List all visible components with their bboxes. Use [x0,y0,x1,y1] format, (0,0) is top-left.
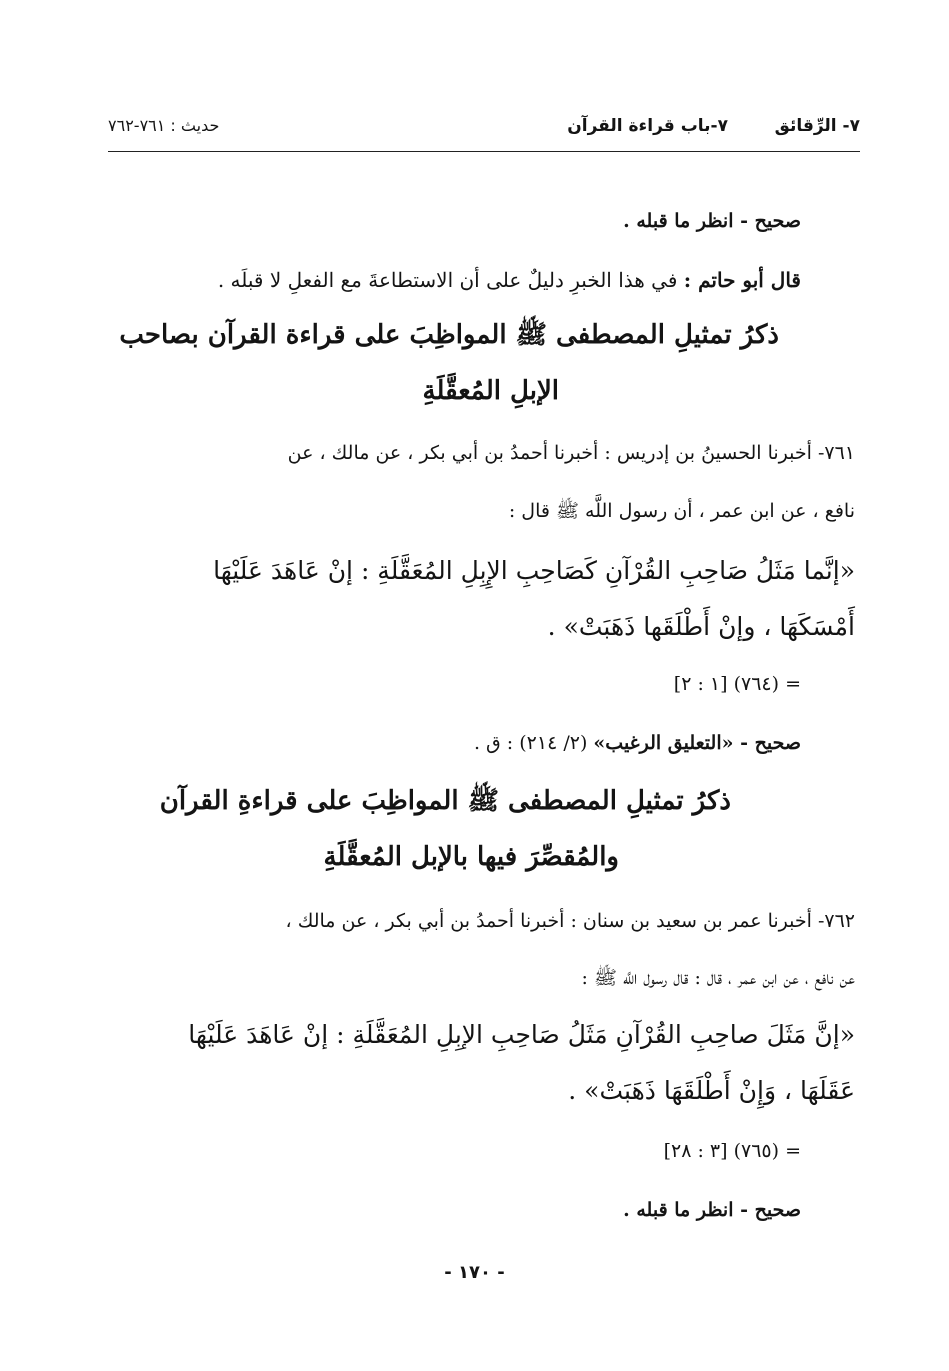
grading-line: صحيح - انظر ما قبله . [623,210,801,232]
isnad-761-line-2: نافع ، عن ابن عمر ، أن رسول اللَّه ﷺ قال : [508,500,855,522]
commentary-text: في هذا الخبرِ دليلٌ على أن الاستطاعةَ مع الفعلِ لا قبلَه . [217,268,684,292]
running-header [108,116,860,146]
header-rule [108,151,860,152]
grading-label-2: صحيح - «التعليق الرغيب» [593,732,801,754]
section-heading-2-line-1: ذكرُ تمثيلِ المصطفى ﷺ المواظِبَ على قراءةِ القرآن [159,786,731,816]
page-number: - ١٧٠ - [444,1262,505,1283]
section-heading-1-line-2: الإبلِ المُعقَّلَةِ [422,376,559,406]
cross-reference-1: = (٧٦٤) [١ : ٢] [673,673,801,695]
hadith-text-2-line-2: عَقَلَهَا ، وَإِنْ أَطْلَقَهَا ذَهَبَتْ» . [568,1076,855,1105]
chapter-title: ٧-باب قراءة القرآن [567,116,728,136]
hadith-text-1-line-2: أَمْسَكَهَا ، وإنْ أَطْلَقَها ذَهَبَتْ» . [547,612,855,641]
cross-reference-2: = (٧٦٥) [٣ : ٢٨] [663,1140,801,1162]
isnad-762-line-2: عن نافع ، عن ابن عمر ، قال : قال رسول اللَّه ﷺ : [581,967,855,989]
isnad-761-line-1: ٧٦١- أخبرنا الحسينُ بن إدريس : أخبرنا أحمدُ بن أبي بكر ، عن مالك ، عن [287,442,855,464]
grading-source-2: (٢/ ٢١٤) : ق . [473,732,594,754]
grading-line-3: صحيح - انظر ما قبله . [623,1199,801,1221]
section-heading-2-line-2: والمُقصِّرَ فيها بالإبل المُعقَّلَةِ [323,842,619,872]
isnad-762-line-1: ٧٦٢- أخبرنا عمر بن سعيد بن سنان : أخبرنا أحمدُ بن أبي بكر ، عن مالك ، [285,910,855,932]
grading-line-2 [474,732,801,754]
section-heading-1-line-1: ذكرُ تمثيلِ المصطفى ﷺ المواظِبَ على قراءة القرآن بصاحب [119,320,779,350]
commentary-label: قال أبو حاتم : [683,268,801,292]
hadith-range: حديث : ٧٦١-٧٦٢ [108,116,220,135]
commentary-line [218,268,801,292]
hadith-text-2-line-1: «إنَّ مَثَلَ صاحِبِ القُرْآنِ مَثَلُ صَاحِبِ الإبِلِ المُعَقَّلَةِ : إنْ عَاهَدَ عَلَيْهَا [188,1020,855,1049]
hadith-text-1-line-1: «إنَّما مَثَلُ صَاحِبِ القُرْآنِ كَصَاحِبِ الإِبِلِ المُعَقَّلَةِ : إنْ عَاهَدَ عَلَيْهَا [213,556,855,585]
book-section-title: ٧- الرِّقائق [774,116,860,136]
